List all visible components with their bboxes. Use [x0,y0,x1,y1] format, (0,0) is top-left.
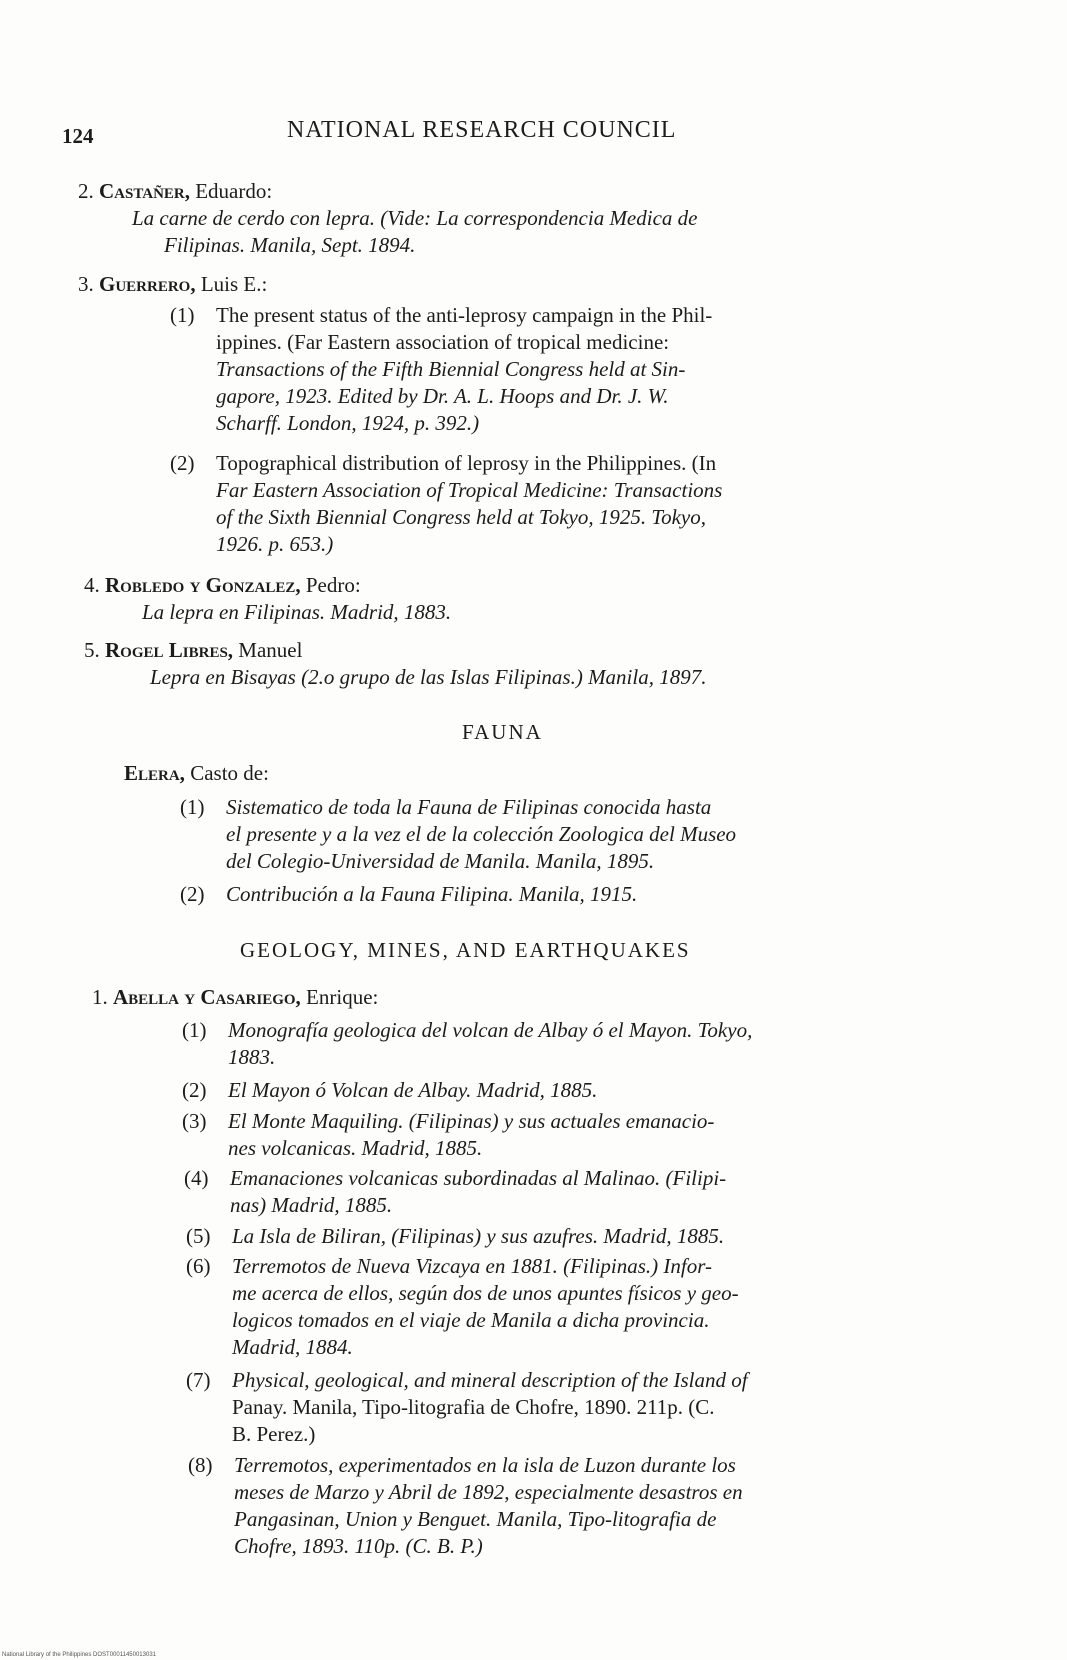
work-number: (3) [182,1109,207,1133]
work-line: Pangasinan, Union y Benguet. Manila, Tipo-litografia de [234,1507,717,1531]
section-title-geology: GEOLOGY, MINES, AND EARTHQUAKES [240,938,691,962]
work-number: (1) [182,1018,207,1042]
entry-line: La lepra en Filipinas. Madrid, 1883. [142,600,452,624]
author-given-name: Enrique: [300,985,379,1009]
work-number: (2) [182,1078,207,1102]
work-line: Topographical distribution of leprosy in the Philippines. (In [216,451,717,475]
author-name: Abella y Casariego, [113,985,301,1009]
work-line: Transactions of the Fifth Biennial Congress held at Sin- [216,357,686,381]
work-number: (5) [186,1224,211,1248]
work-item [182,1077,962,1104]
author-given-name: Pedro: [300,573,361,597]
entry-number: 1. [92,985,108,1009]
work-number: (7) [186,1368,211,1392]
work-line: Physical, geological, and mineral description of the Island of [232,1368,748,1392]
author-name: Rogel Libres, [105,638,234,662]
author-name: Robledo y Gonzalez, [105,573,301,597]
entry-number: 5. [84,638,100,662]
work-number: (2) [180,882,205,906]
work-item [182,1017,962,1071]
page-number: 124 [62,124,94,148]
work-line: 1926. p. 653.) [216,532,334,556]
author-given-name: Eduardo: [189,179,273,203]
work-item [170,450,960,558]
author-name: Castañer, [99,179,190,203]
work-line: gapore, 1923. Edited by Dr. A. L. Hoops and Dr. J. W. [216,384,669,408]
work-line: logicos tomados en el viaje de Manila a dicha provincia. [232,1308,710,1332]
work-line: me acerca de ellos, según dos de unos apuntes físicos y geo- [232,1281,739,1305]
work-line: del Colegio-Universidad de Manila. Manila, 1895. [226,849,655,873]
work-line: La Isla de Biliran, (Filipinas) y sus azufres. Madrid, 1885. [232,1224,725,1248]
entry-number: 2. [78,179,94,203]
work-line: Monografía geologica del volcan de Albay ó el Mayon. Tokyo, [228,1018,753,1042]
author-name: Guerrero, [99,272,196,296]
work-line: El Monte Maquiling. (Filipinas) y sus actuales emanacio- [228,1109,715,1133]
entry-number: 3. [78,272,94,296]
work-line: Sistematico de toda la Fauna de Filipinas conocida hasta [226,795,712,819]
work-line: Madrid, 1884. [232,1335,353,1359]
entry-number: 4. [84,573,100,597]
entry-line: Filipinas. Manila, Sept. 1894. [164,233,416,257]
section-title-fauna: FAUNA [462,720,543,744]
work-line: el presente y a la vez el de la colección Zoologica del Museo [226,822,737,846]
work-line: Terremotos, experimentados en la isla de Luzon durante los [234,1453,736,1477]
work-item [184,1165,964,1219]
work-line: B. Perez.) [232,1422,316,1446]
work-line: The present status of the anti-leprosy campaign in the Phil- [216,303,713,327]
work-number: (1) [170,303,195,327]
work-item [186,1223,966,1250]
bibliography-entry [84,637,964,691]
work-line: 1883. [228,1045,276,1069]
work-line: nes volcanicas. Madrid, 1885. [228,1136,483,1160]
entry-line: La carne de cerdo con lepra. (Vide: La correspondencia Medica de [132,206,698,230]
work-line: ippines. (Far Eastern association of tropical medicine: [216,330,670,354]
running-head: NATIONAL RESEARCH COUNCIL [287,117,677,143]
bibliography-entry [78,178,958,259]
work-item [170,302,960,437]
work-line: Emanaciones volcanicas subordinadas al Malinao. (Filipi- [230,1166,727,1190]
work-item [180,881,960,908]
work-item [188,1452,968,1560]
work-number: (4) [184,1166,209,1190]
work-line: meses de Marzo y Abril de 1892, especialmente desastros en [234,1480,743,1504]
bibliography-entry [84,572,964,626]
page-header [62,112,742,152]
work-item [182,1108,962,1162]
bibliography-entry [78,271,958,298]
work-line: Chofre, 1893. 110p. (C. B. P.) [234,1534,483,1558]
work-number: (8) [188,1453,213,1477]
work-line: Panay. Manila, Tipo-litografia de Chofre, 1890. 211p. (C. [232,1395,715,1419]
author-given-name: Manuel [233,638,303,662]
author-name: Elera, [124,761,185,785]
work-line: nas) Madrid, 1885. [230,1193,393,1217]
work-number: (2) [170,451,195,475]
work-item [180,794,960,875]
work-line: Contribución a la Fauna Filipina. Manila, 1915. [226,882,638,906]
work-number: (1) [180,795,205,819]
work-item [186,1367,966,1448]
work-line: El Mayon ó Volcan de Albay. Madrid, 1885. [228,1078,598,1102]
author-given-name: Luis E.: [195,272,268,296]
work-line: Scharff. London, 1924, p. 392.) [216,411,480,435]
bibliography-entry [124,760,964,787]
work-line: Terremotos de Nueva Vizcaya en 1881. (Filipinas.) Infor- [232,1254,712,1278]
work-line: of the Sixth Biennial Congress held at Tokyo, 1925. Tokyo, [216,505,706,529]
work-line: Far Eastern Association of Tropical Medicine: Transactions [216,478,723,502]
bibliography-entry [92,984,962,1011]
author-given-name: Casto de: [184,761,269,785]
work-number: (6) [186,1254,211,1278]
work-item [186,1253,966,1361]
scan-footer: National Library of the Philippines DOST00011450013031 [2,1652,156,1658]
entry-line: Lepra en Bisayas (2.o grupo de las Islas Filipinas.) Manila, 1897. [150,665,707,689]
